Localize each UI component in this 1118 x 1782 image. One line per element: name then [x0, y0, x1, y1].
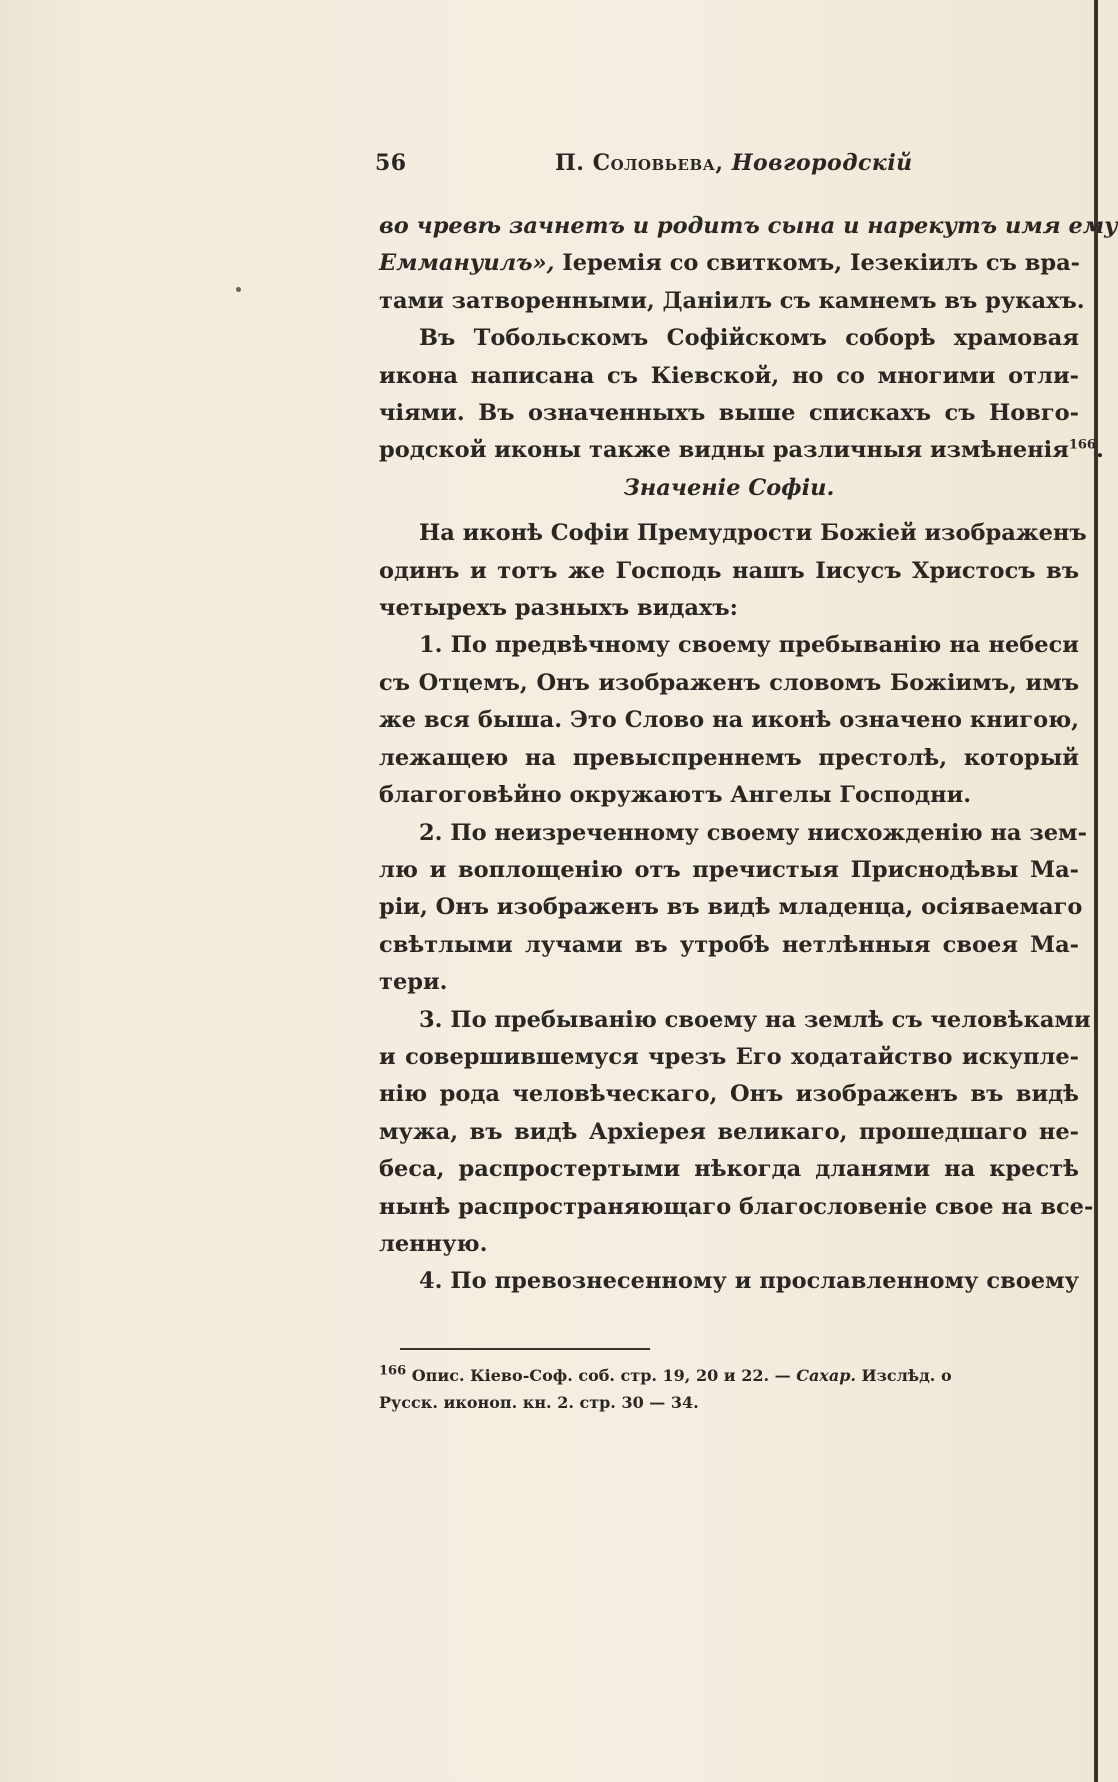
- text-run: Іеремія со свиткомъ, Іезекіилъ съ вра-: [554, 250, 1080, 277]
- text-run: 1. По предвѣчному своему пребыванію на небеси: [419, 632, 1079, 659]
- text-line: [379, 1076, 1079, 1113]
- text-run: благоговѣйно окружаютъ Ангелы Господни.: [379, 782, 972, 809]
- text-run: четырехъ разныхъ видахъ:: [379, 595, 738, 622]
- page-edge: [1094, 0, 1098, 1782]
- text-line: [379, 432, 1104, 469]
- footnote-text: Опис. Кіево-Соф. соб. стр. 19, 20 и 22. —: [406, 1366, 797, 1385]
- text-run: нію рода человѣческаго, Онъ изображенъ въ видѣ: [379, 1081, 1079, 1108]
- text-run: Значеніе Софіи.: [623, 474, 835, 501]
- running-title: [555, 150, 913, 176]
- footnote-rule: [400, 1348, 650, 1350]
- page-number: 56: [375, 150, 407, 176]
- text-line: [379, 1226, 1079, 1263]
- text-run: родской иконы также видны различныя измѣненія: [379, 437, 1069, 464]
- text-line: [379, 1002, 1091, 1039]
- text-line: [379, 777, 1079, 814]
- text-run: нынѣ распространяющаго благословеніе свое на все-: [379, 1193, 1094, 1220]
- text-line: [379, 627, 1079, 664]
- text-line: [379, 665, 1079, 702]
- text-line: [379, 1263, 1079, 1300]
- text-run: лежащею на превыспреннемъ престолѣ, который: [379, 744, 1079, 771]
- text-run: 2. По неизреченному своему нисхожденію на зем-: [419, 819, 1087, 846]
- text-line: [379, 964, 1079, 1001]
- italic-run: Еммануилъ»,: [379, 250, 555, 277]
- text-line: [379, 208, 1118, 245]
- speck-mark: [236, 287, 241, 292]
- text-run: ріи, Онъ изображенъ въ видѣ младенца, осіяваемаго: [379, 894, 1083, 921]
- text-line: [379, 1039, 1079, 1076]
- footnote-text-tail: Изслѣд. о: [855, 1366, 952, 1385]
- text-line: [379, 1151, 1079, 1188]
- text-run: ленную.: [379, 1230, 488, 1257]
- text-run: 3. По пребыванію своему на землѣ съ человѣками: [419, 1006, 1091, 1033]
- text-line: [379, 553, 1079, 590]
- text-line: [379, 358, 1079, 395]
- text-run: во чревѣ зачнетъ и родитъ сына и нарекутъ имя ему: [379, 213, 1118, 239]
- footnote-author: Сахар.: [796, 1366, 856, 1385]
- section-heading: [379, 470, 1079, 507]
- text-line: [379, 702, 1079, 739]
- footnote: [379, 1362, 1079, 1416]
- text-run: свѣтлыми лучами въ утробѣ нетлѣнныя своея Ма-: [379, 931, 1079, 958]
- text-line: [379, 815, 1087, 852]
- text-run: На иконѣ Софіи Премудрости Божіей изображенъ: [419, 520, 1087, 547]
- text-line: [379, 590, 1079, 627]
- text-run: Въ Тобольскомъ Софійскомъ соборѣ храмовая: [419, 325, 1079, 352]
- body-text: [379, 208, 1118, 1301]
- text-run: тери.: [379, 969, 448, 996]
- text-run: и совершившемуся чрезъ Его ходатайство искупле-: [379, 1043, 1079, 1070]
- text-line: [379, 320, 1079, 357]
- footnote-line: [379, 1362, 1079, 1389]
- spacer: [379, 507, 1079, 515]
- text-run: одинъ и тотъ же Господь нашъ Іисусъ Христосъ въ: [379, 557, 1079, 584]
- text-line: [379, 283, 1085, 320]
- text-line: [379, 889, 1083, 926]
- text-run: .: [1095, 437, 1104, 464]
- text-run: икона написана съ Кіевской, но со многими отли-: [379, 362, 1079, 389]
- text-run: же вся быша. Это Слово на иконѣ означено книгою,: [379, 707, 1079, 734]
- text-line: [379, 927, 1079, 964]
- footnote-marker: 166: [379, 1363, 407, 1379]
- text-line: [379, 245, 1079, 282]
- text-line: [379, 1114, 1079, 1151]
- text-run: беса, распростертыми нѣкогда дланями на крестѣ: [379, 1156, 1079, 1183]
- text-line: [379, 740, 1079, 777]
- text-line: [379, 1189, 1094, 1226]
- text-line: [379, 395, 1079, 432]
- footnote-reference: 166: [1068, 437, 1096, 453]
- running-title-author: П. Соловьева,: [555, 150, 724, 176]
- text-run: тами затворенными, Даніилъ съ камнемъ въ рукахъ.: [379, 287, 1085, 314]
- text-run: лю и воплощенію отъ пречистыя Приснодѣвы Ма-: [379, 856, 1079, 883]
- text-line: [379, 852, 1079, 889]
- running-title-place: Новгородскiй: [731, 150, 913, 176]
- text-run: чіями. Въ означенныхъ выше спискахъ съ Новго-: [379, 400, 1079, 427]
- text-run: 4. По превознесенному и прославленному своему: [419, 1268, 1079, 1295]
- text-line: [379, 515, 1087, 552]
- text-run: съ Отцемъ, Онъ изображенъ словомъ Божіимъ, имъ: [379, 669, 1079, 696]
- text-run: мужа, въ видѣ Архіерея великаго, прошедшаго не-: [379, 1118, 1079, 1145]
- footnote-line: Русск. иконоп. кн. 2. стр. 30 — 34.: [379, 1393, 699, 1412]
